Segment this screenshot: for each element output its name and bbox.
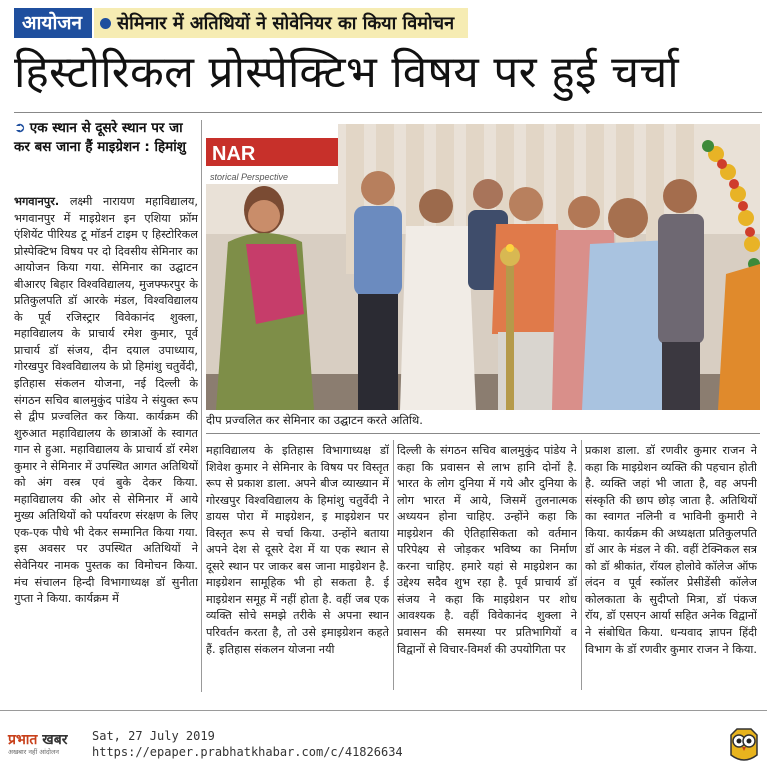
article-column-2 (206, 443, 389, 689)
kicker-row (14, 8, 468, 38)
caption-divider (206, 433, 760, 434)
edition-url[interactable]: https://epaper.prabhatkhabar.com/c/41826634 (92, 745, 403, 759)
column-3-text: दिल्ली के संगठन सचिव बालमुकुंद पांडेय ने कहा कि प्रवासन से लाभ हानि दोनों है. भारत के लोग दुनिया में गये और दुनिया के लोग भारत में आये, जिसमें तुलनात्मक अध्ययन होना चाहिए. उन्होंने कहा कि माइग्रेशन की ऐतिहासिकता को वर्तमान परिपेक्ष्य से जोड़कर भविष्य का निर्माण करना चाहिए. हमारे यहां से माइग्रेशन का उद्देश्य सदैव शुभ रहा है. पूर्व प्राचार्य डॉ संजय ने कहा कि माइग्रेशन पर शोध आवश्यक है. वहीं विवेकानंद शुक्ला ने प्रवासन की समस्या पर प्रतिभागियों व विद्वानों से विचार-विमर्श की उपयोगिता पर (397, 444, 577, 656)
headline: हिस्टोरिकल प्रोस्पेक्टिभ विषय पर हुई चर्चा (14, 47, 679, 98)
photo-caption: दीप प्रज्वलित कर सेमिनार का उद्घाटन करते अतिथि. (206, 413, 423, 427)
column-1-text: लक्ष्मी नारायण महाविद्यालय, भगवानपुर में माइग्रेशन इन एशिया फ्रॉम एंशियेंट पीरियड टू मॉडर्न टाइम ए हिस्टोरिकल प्रोस्पेक्टिभ विषय पर दो दिवसीय सेमिनार का आयोजन किया गया. सेमिनार का उद्घाटन बीआरए बिहार विश्वविद्यालय, मुजफ्फरपुर के प्रतिकुलपति डॉ आरके मंडल, विश्वविद्यालय के पूर्व रजिस्ट्रार विवेकानंद शुक्ला, महाविद्यालय के प्राचार्य रमेश कुमार, पूर्व प्राचार्य डॉ संजय, दीन दयाल उपाध्याय, गोरखपुर विश्वविद्यालय के प्रो हिमांशु चतुर्वेदी, इतिहास संकलन योजना, नई दिल्ली के संगठन सचिव बालमुकुंद पांडेय ने संयुक्त रूप से द्वीप प्रज्वलित कर किया. कार्यक्रम की शुरुआत महाविद्यालय के छात्राओं के स्वागत गान से हुआ. महाविद्यालय के प्राचार्य डॉ रमेश कुमार ने सेमिनार में उपस्थित आगत अतिथियों को अंग वस्त्र एवं बुके देकर किया. महाविद्यालय की ओर से सेमिनार में आये मुख्य अतिथियों को पर्यावरण संरक्षण के लिए एक-एक पौधे भी देकर सम्मानित किया गया. इस अवसर पर उपस्थित अतिथियों ने सेवेनियर नामक पुस्तक का विमोचन किया. मंच संचालन हिन्दी विभागाध्यक्ष डॉ सुनीता गुप्ता ने किया. कार्यक्रम में (14, 195, 198, 606)
column-divider (581, 440, 582, 690)
kicker-strap (94, 8, 468, 38)
logo-brand-b: खबर (42, 732, 68, 748)
footer-meta (92, 728, 403, 760)
dateline: भगवानपुर. (14, 195, 60, 208)
footer-divider (0, 710, 767, 711)
article-column-1 (14, 194, 198, 689)
column-divider (201, 120, 202, 692)
kicker-text: सेमिनार में अतिथियों ने सोवेनियर का किया विमोचन (117, 13, 455, 34)
edition-date: Sat, 27 July 2019 (92, 729, 215, 743)
subhead-quote (14, 119, 198, 157)
section-tag: आयोजन (14, 8, 92, 38)
banner-text: NAR (212, 143, 256, 165)
owl-icon (727, 725, 761, 763)
banner-subtext: storical Perspective (210, 172, 289, 182)
headline-divider (14, 112, 762, 113)
event-photo (206, 124, 760, 410)
bullet-icon (100, 18, 111, 29)
logo-brand-a: प्रभात (8, 732, 38, 748)
prabhat-khabar-logo (8, 732, 90, 758)
subhead-text: एक स्थान से दूसरे स्थान पर जा कर बस जाना हैं माइग्रेशन : हिमांशु (14, 120, 186, 155)
logo-tagline: अखबार नहीं आंदोलन (8, 748, 60, 756)
column-4-text: प्रकाश डाला. डॉ रणवीर कुमार राजन ने कहा कि माइग्रेशन व्यक्ति की पहचान होती है. व्यक्ति जहां भी जाता है, वह अपनी संस्कृति की छाप छोड़ जाता है. अतिथियों का स्वागत नलिनी व भाविनी कुमारी ने किया. कार्यक्रम की अध्यक्षता प्रतिकुलपति डॉ आर के मंडल ने की. वहीं टेक्निकल सत्र को डॉ श्रीकांत, रॉयल होलोवे कॉलेज ऑफ लंदन व पूर्व स्कॉलर प्रेसीडेंसी कॉलेज कोलकाता के सुदीप्तो मित्रा, डॉ पंकज रॉय, डॉ एसएन आर्या सहित अनेक विद्वानों ने संबोधित किया. धन्यवाद ज्ञापन हिंदी विभाग के डॉ रणवीर कुमार राजन ने किया. (585, 444, 757, 656)
article-column-3 (397, 443, 577, 689)
column-2-text: महाविद्यालय के इतिहास विभागाध्यक्ष डॉ शिवेश कुमार ने सेमिनार के विषय पर विस्तृत रूप से प्रकाश डाला. अपने बीज व्याख्यान में गोरखपुर विश्वविद्यालय के हिमांशु चतुर्वेदी ने डायस पोरा में माइग्रेशन, इ माइग्रेशन पर विस्तृत रूप से चर्चा किया. उन्होंने बताया अपने देश से दूसरे देश में या एक स्थान से दूसरे स्थान पर जाकर बस जाना माइग्रेशन है. माइग्रेशन सामूहिक भी हो सकता है. ई माइग्रेशन समूह में नहीं होता है. वहीं जब एक व्यक्ति सोचे समझे तरीके से अपना स्थान परिवर्तन करता है, तो उसे इमाइग्रेशन कहते हैं. इतिहास संकलन योजना नयी (206, 444, 389, 656)
arrow-icon: ➲ (14, 120, 26, 136)
article-column-4 (585, 443, 757, 689)
column-divider (393, 440, 394, 690)
